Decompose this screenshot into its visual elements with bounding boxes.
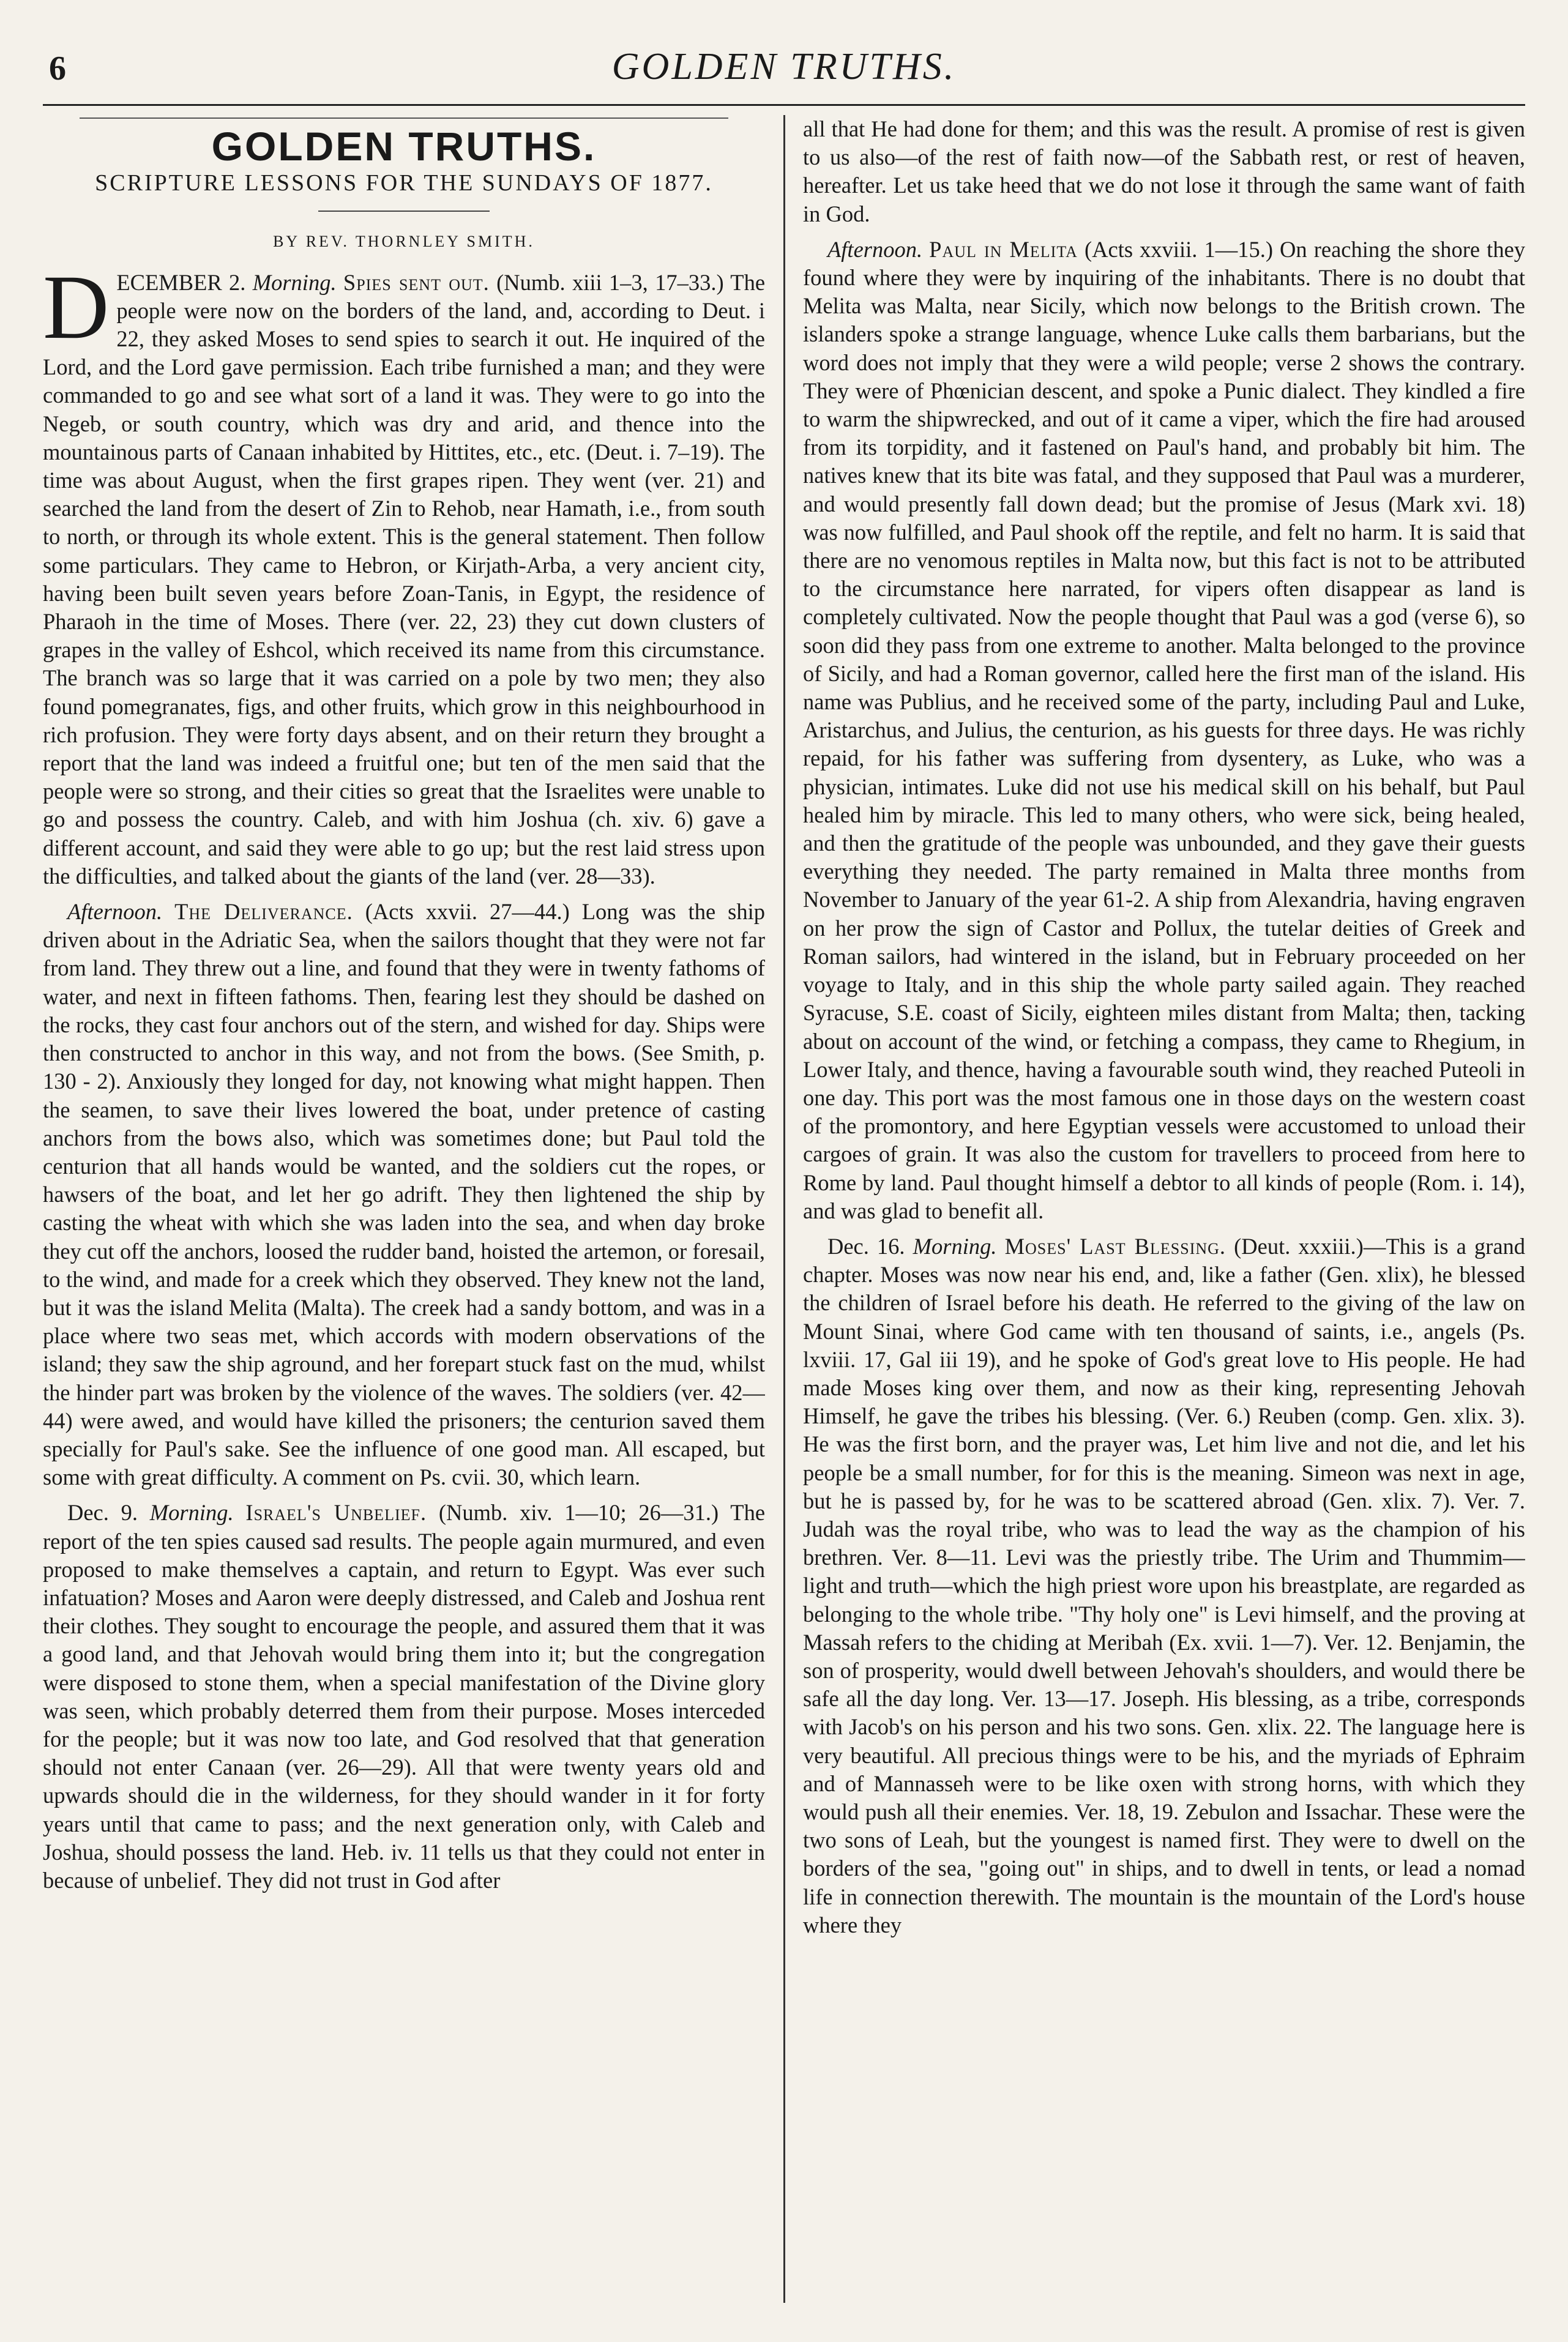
title-rule [318, 211, 490, 212]
left-column [43, 115, 765, 2303]
right-column [803, 115, 1525, 2303]
lesson-time-label: Morning. [149, 1500, 234, 1526]
lesson-heading: Paul in Melita [929, 236, 1078, 262]
page [43, 37, 1525, 2305]
running-head [43, 37, 1525, 106]
lesson-dec-2-morning [43, 256, 765, 890]
lesson-text: (Numb. xiv. 1—10; 26—31.) The report of the ten spies caused sad results. The people again murmured, and even proposed to make themselves a captain, and return to Egypt. Was ever such infatuation? Moses and Aaron were deeply distressed, and Caleb and Joshua rent their clothes. They sought to encourage the people, and assured them that it was a good land, and that Jehovah would bring them into it; but the congregation were disposed to stone them, when a special manifestation of the Divine glory was seen, which probably deterred them from their purpose. Moses interceded for the people; but it was now too late, and God resolved that that generation should not enter Canaan (ver. 26—29). All that were twenty years old and upwards should die in the wilderness, for they should wander in it for forty years until that came to pass; and the next generation only, with Caleb and Joshua, should possess the land. Heb. iv. 11 tells us that they could not enter in because of unbelief. They did not trust in God after [43, 1500, 765, 1893]
lesson-text: (Numb. xiii 1–3, 17–33.) The people were now on the borders of the land, and, according to Deut. i 22, they asked Moses to send spies to search it out. He inquired of the Lord, and the Lord gave permission. Each tribe furnished a man; and they were commanded to go and see what sort of a land it was. They were to go into the Negeb, or south country, which was dry and arid, and thence into the mountainous parts of Canaan inhabited by Hittites, etc., etc. (Deut. i. 7–19). The time was about August, when the first grapes ripen. They went (ver. 21) and searched the land from the desert of Zin to Rehob, near Hamath, i.e., from south to north, or through its whole extent. This is the general statement. Then follow some particulars. They came to Hebron, or Kirjath-Arba, a very ancient city, having been built seven years before Zoan-Tanis, in Egypt, the residence of Pharaoh in the time of Moses. There (ver. 22, 23) they cut down clusters of grapes in the valley of Eshcol, which received its name from this circumstance. The branch was so large that it was carried on a pole by two men; they also found pomegranates, figs, and other fruits, which grow in this neighbourhood in rich profusion. They were forty days absent, and on their return they brought a report that the land was indeed a fruitful one; but ten of the men said that the people were so strong, and their cities so great that the Israelites were unable to go and possess the country. Caleb, and with him Joshua (ch. xiv. 6) gave a different account, and said they were able to go up; but the rest laid stress upon the difficulties, and talked about the giants of the land (ver. 28—33). [43, 269, 765, 889]
running-title: GOLDEN TRUTHS. [611, 46, 957, 88]
drop-cap: D [43, 256, 110, 358]
top-rule [80, 117, 728, 119]
lesson-time-label: Morning. [252, 269, 337, 295]
lesson-heading: Moses' Last Blessing. [1004, 1233, 1226, 1259]
lesson-dec-9-morning [43, 1499, 765, 1895]
lesson-time-label: Afternoon. [827, 236, 923, 262]
article-title: GOLDEN TRUTHS. [211, 124, 597, 169]
lesson-dec-16-morning [803, 1233, 1525, 1939]
lesson-continuation [803, 115, 1525, 228]
lesson-heading: The Deliverance. [174, 899, 353, 925]
page-number: 6 [49, 50, 66, 88]
lesson-heading: Israel's Unbelief. [245, 1500, 427, 1526]
columns [43, 115, 1525, 2303]
article-subtitle: SCRIPTURE LESSONS FOR THE SUNDAYS OF 1877. [95, 170, 713, 196]
byline: BY REV. THORNLEY SMITH. [273, 233, 535, 251]
lesson-date: Dec. 16. [827, 1233, 905, 1259]
lesson-text: (Acts xxvii. 27—44.) Long was the ship driven about in the Adriatic Sea, when the sailors thought that they were not far from land. They threw out a line, and found that they were in twenty fathoms of water, and next in fifteen fathoms. Then, fearing lest they should be dashed on the rocks, they cast four anchors out of the stern, and wished for day. Ships were then constructed to anchor in this way, and not from the bows. (See Smith, p. 130 - 2). Anxiously they longed for day, not knowing what might happen. Then the seamen, to save their lives lowered the boat, under pretence of casting anchors from the bows also, which was sometimes done; but Paul told the centurion that all hands would be wanted, and the soldiers cut the ropes, or hawsers of the boat, and let her go adrift. They then lightened the ship by casting the wheat with which she was laden into the sea, and when day broke they cut off the anchors, loosed the rudder band, hoisted the artemon, or foresail, to the wind, and made for a creek which they observed. They knew not the land, but it was the island Melita (Malta). The creek had a sandy bottom, and was in a place where two seas met, which accords with modern observations of the island; they saw the ship aground, and her forepart stuck fast on the mud, whilst the hinder part was broken by the violence of the waves. The soldiers (ver. 42—44) were awed, and would have killed the prisoners; the centurion saved them specially for Paul's sake. See the influence of one good man. All escaped, but some with great difficulty. A comment on Ps. cvii. 30, which learn. [43, 899, 765, 1490]
lesson-time-label: Afternoon. [67, 899, 163, 925]
lesson-text: (Deut. xxxiii.)—This is a grand chapter. Moses was now near his end, and, like a father (Gen. xlix), he blessed the children of Israel before his death. He referred to the giving of the law on Mount Sinai, where God came with ten thousand of saints, i.e., angels (Ps. lxviii. 17, Gal iii 19), and he spoke of God's great love to His people. He had made Moses king over them, and now as their king, representing Jehovah Himself, he gave the tribes his blessing. (Ver. 6.) Reuben (comp. Gen. xlix. 3). He was the first born, and the prayer was, Let him live and not die, and let his people be a small number, for for this is the meaning. Simeon was next in age, but he is passed by, for he was to be scattered abroad (Gen. xlix. 7). Ver. 7. Judah was the royal tribe, who was to lead the way as the champion of his brethren. Ver. 8—11. Levi was the priestly tribe. The Urim and Thummim—light and truth—which the high priest wore upon his breastplate, are regarded as belonging to the whole tribe. "Thy holy one" is Levi himself, and the proving at Massah refers to the chiding at Meribah (Ex. xvii. 1—7). Ver. 12. Benjamin, the son of prosperity, would dwell between Jehovah's shoulders, and would there be safe all the day long. Ver. 13—17. Joseph. His blessing, as a tribe, corresponds with Jacob's on his person and his two sons. Gen. xlix. 22. The language here is very beautiful. All precious things were to be his, and the myriads of Ephraim and of Mannasseh were to be like oxen with strong horns, with which they would push all their enemies. Ver. 18, 19. Zebulon and Issachar. These were the two sons of Leah, but the youngest is named first. They were to dwell on the borders of the sea, "going out" in ships, and to dwell in tents, or lead a nomad life in connection therewith. The mountain is the mountain of the Lord's house where they [803, 1233, 1525, 1937]
lesson-text: all that He had done for them; and this was the result. A promise of rest is given to us also—of the rest of faith now—of the Sabbath rest, or rest of heaven, hereafter. Let us take heed that we do not lose it through the same want of faith in God. [803, 116, 1525, 226]
column-divider [783, 115, 785, 2303]
lesson-time-label: Morning. [913, 1233, 997, 1259]
lesson-date: Dec. 9. [67, 1500, 138, 1526]
lesson-date: ECEMBER 2. [116, 269, 246, 295]
lesson-dec-9-afternoon [803, 236, 1525, 1225]
lesson-dec-2-afternoon [43, 898, 765, 1491]
lesson-text: (Acts xxviii. 1—15.) On reaching the shore they found where they were by inquiring of the inhabitants. There is no doubt that Melita was Malta, near Sicily, which now belongs to the British crown. The islanders spoke a strange language, whence Luke calls them barbarians, but the word does not imply that they were a wild people; verse 2 shows the contrary. They were of Phœnician descent, and spoke a Punic dialect. They kindled a fire to warm the shipwrecked, and out of it came a viper, which the fire had aroused from its torpidity, and it fastened on Paul's hand, and probably bit him. The natives knew that its bite was fatal, and they supposed that Paul was a murderer, and would presently fall down dead; but the promise of Jesus (Mark xvi. 18) was now fulfilled, and Paul shook off the reptile, and felt no harm. It is said that there are no venomous reptiles in Malta now, but this fact is not to be attributed to the circumstance here narrated, for vipers often disappear as land is completely cultivated. Now the people thought that Paul was a god (verse 6), so soon did they pass from one extreme to another. Malta belonged to the province of Sicily, and had a Roman governor, called here the first man of the island. His name was Publius, and he received some of the party, including Paul and Luke, Aristarchus, and Julius, the centurion, as his guests for three days. He was richly repaid, for his father was suffering from dysentery, as Luke, who was a physician, intimates. Luke did not use his medical skill on his behalf, but Paul healed him by miracle. This led to many others, who were sick, being healed, and then the gratitude of the people was unbounded, and they gave their guests everything they needed. The party remained in Malta three months from November to January of the year 61-2. A ship from Alexandria, having engraven on her prow the sign of Castor and Pollux, the tutelar deities of Greek and Roman sailors, had wintered in the island, but in February proceeded on her voyage to Italy, and in this ship the whole party sailed again. They reached Syracuse, S.E. coast of Sicily, eighteen miles distant from Malta; then, tacking about on account of the wind, or fetching a compass, they came to Rhegium, in Lower Italy, and thence, having a favourable south wind, they reached Puteoli in one day. This port was the most famous one in those days on the western coast of the promontory, and here Egyptian vessels were accustomed to unload their cargoes of grain. It was also the custom for travellers to proceed from here to Rome by land. Paul thought himself a debtor to all kinds of people (Rom. i. 14), and was glad to benefit all. [803, 236, 1525, 1223]
lesson-heading: Spies sent out. [343, 269, 490, 295]
